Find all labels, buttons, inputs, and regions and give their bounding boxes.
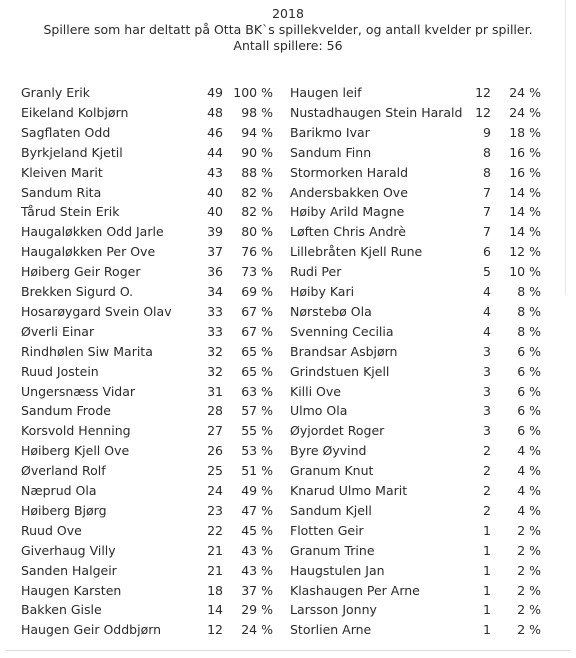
- attendance-percent: 82 %: [241, 204, 273, 220]
- player-name: Sagflaten Odd: [21, 124, 111, 140]
- evening-count: 22: [207, 522, 223, 538]
- evening-count: 40: [207, 184, 223, 200]
- player-name: Nustadhaugen Stein Harald: [290, 104, 463, 120]
- player-name: Larsson Jonny: [290, 602, 377, 618]
- player-name: Haugen leif: [290, 85, 362, 100]
- player-name: Høiby Kari: [290, 284, 355, 299]
- player-name: Killi Ove: [290, 383, 341, 399]
- attendance-percent: 65 %: [241, 343, 273, 359]
- table-row: [0, 362, 576, 382]
- player-name: Granum Trine: [290, 542, 375, 558]
- evening-count: 24: [207, 483, 223, 498]
- attendance-percent: 43 %: [241, 542, 273, 558]
- attendance-percent: 51 %: [241, 463, 273, 479]
- attendance-percent: 2 %: [517, 542, 541, 558]
- table-row: [0, 143, 576, 163]
- player-name: Brekken Sigurd O.: [21, 284, 134, 299]
- table-row: [0, 83, 576, 103]
- player-name: Haugen Geir Oddbjørn: [21, 622, 162, 638]
- attendance-percent: 8 %: [517, 323, 541, 339]
- attendance-percent: 14 %: [509, 224, 541, 240]
- player-name: Bakken Gisle: [21, 602, 102, 618]
- table-row: [0, 461, 576, 481]
- player-name: Næprud Ola: [21, 483, 97, 498]
- attendance-percent: 4 %: [517, 502, 541, 518]
- evening-count: 26: [207, 443, 223, 459]
- evening-count: 49: [207, 85, 223, 100]
- evening-count: 40: [207, 204, 223, 220]
- attendance-percent: 43 %: [241, 562, 273, 578]
- table-row: [0, 441, 576, 461]
- attendance-percent: 45 %: [241, 522, 273, 538]
- description-text: Spillere som har deltatt på Otta BK`s spillekvelder, og antall kvelder pr spiller.: [43, 22, 533, 37]
- player-name: Stormorken Harald: [290, 164, 409, 180]
- evening-count: 3: [483, 343, 491, 359]
- table-row: [0, 163, 576, 183]
- attendance-percent: 29 %: [241, 602, 273, 618]
- attendance-percent: 14 %: [509, 184, 541, 200]
- table-row: [0, 600, 576, 620]
- evening-count: 25: [207, 463, 223, 479]
- attendance-percent: 90 %: [241, 144, 273, 160]
- evening-count: 32: [207, 343, 223, 359]
- evening-count: 34: [207, 284, 223, 299]
- attendance-percent: 14 %: [509, 204, 541, 220]
- player-name: Haugaløkken Odd Jarle: [21, 224, 164, 240]
- evening-count: 9: [483, 124, 491, 140]
- attendance-percent: 2 %: [517, 522, 541, 538]
- attendance-percent: 6 %: [517, 363, 541, 379]
- evening-count: 2: [483, 483, 491, 498]
- evening-count: 18: [207, 582, 223, 598]
- table-row: [0, 183, 576, 203]
- evening-count: 4: [483, 323, 491, 339]
- attendance-percent: 55 %: [241, 423, 273, 439]
- evening-count: 8: [483, 144, 491, 160]
- table-row: [0, 202, 576, 222]
- attendance-percent: 65 %: [241, 363, 273, 379]
- player-name: Nørstebø Ola: [290, 303, 372, 319]
- player-name: Ruud Jostein: [21, 363, 99, 379]
- player-name: Sanden Halgeir: [21, 562, 117, 578]
- evening-count: 12: [475, 85, 491, 100]
- player-name: Ruud Ove: [21, 522, 82, 538]
- attendance-percent: 16 %: [509, 164, 541, 180]
- attendance-percent: 76 %: [241, 244, 273, 260]
- attendance-percent: 24 %: [509, 85, 541, 100]
- attendance-percent: 94 %: [241, 124, 273, 140]
- table-row: [0, 262, 576, 282]
- evening-count: 4: [483, 284, 491, 299]
- table-row: [0, 541, 576, 561]
- evening-count: 43: [207, 164, 223, 180]
- player-name: Korsvold Henning: [21, 423, 131, 439]
- table-row: [0, 242, 576, 262]
- evening-count: 21: [207, 562, 223, 578]
- attendance-percent: 98 %: [241, 104, 273, 120]
- player-name: Barikmo Ivar: [290, 124, 370, 140]
- evening-count: 2: [483, 463, 491, 479]
- evening-count: 28: [207, 403, 223, 419]
- attendance-percent: 6 %: [517, 403, 541, 419]
- evening-count: 5: [483, 264, 491, 280]
- evening-count: 21: [207, 542, 223, 558]
- player-name: Rudi Per: [290, 264, 342, 280]
- player-name: Høiberg Bjørg: [21, 502, 107, 518]
- evening-count: 48: [207, 104, 223, 120]
- player-name: Haugen Karsten: [21, 582, 122, 598]
- player-name: Kleiven Marit: [21, 164, 103, 180]
- evening-count: 1: [483, 582, 491, 598]
- evening-count: 1: [483, 602, 491, 618]
- player-name: Svenning Cecilia: [290, 323, 394, 339]
- table-row: [0, 421, 576, 441]
- player-name: Høiberg Geir Roger: [21, 264, 141, 280]
- attendance-percent: 4 %: [517, 463, 541, 479]
- evening-count: 14: [207, 602, 223, 618]
- attendance-percent: 47 %: [241, 502, 273, 518]
- attendance-percent: 2 %: [517, 562, 541, 578]
- player-name: Øverli Einar: [21, 323, 95, 339]
- player-name: Sandum Kjell: [290, 502, 372, 518]
- evening-count: 7: [483, 224, 491, 240]
- table-row: [0, 342, 576, 362]
- player-name: Storlien Arne: [290, 622, 372, 638]
- evening-count: 46: [207, 124, 223, 140]
- player-name: Byre Øyvind: [290, 443, 367, 459]
- player-name: Øyjordet Roger: [290, 423, 385, 439]
- attendance-percent: 37 %: [241, 582, 273, 598]
- evening-count: 1: [483, 622, 491, 638]
- evening-count: 3: [483, 363, 491, 379]
- table-row: [0, 481, 576, 501]
- year-title: 2018: [272, 6, 304, 21]
- table-row: [0, 620, 576, 640]
- evening-count: 4: [483, 303, 491, 319]
- player-name: Høiberg Kjell Ove: [21, 443, 130, 459]
- evening-count: 31: [207, 383, 223, 399]
- page-header: [0, 6, 576, 54]
- player-name: Løften Chris Andrè: [290, 224, 406, 240]
- evening-count: 1: [483, 542, 491, 558]
- player-name: Klashaugen Per Arne: [290, 582, 420, 598]
- player-name: Byrkjeland Kjetil: [21, 144, 123, 160]
- player-name: Granly Erik: [21, 85, 91, 100]
- attendance-percent: 63 %: [241, 383, 273, 399]
- evening-count: 37: [207, 244, 223, 260]
- player-name: Haugstulen Jan: [290, 562, 385, 578]
- evening-count: 2: [483, 443, 491, 459]
- evening-count: 8: [483, 164, 491, 180]
- attendance-percent: 6 %: [517, 383, 541, 399]
- player-count: Antall spillere: 56: [233, 38, 343, 53]
- table-row: [0, 123, 576, 143]
- table-row: [0, 282, 576, 302]
- evening-count: 32: [207, 363, 223, 379]
- player-name: Flotten Geir: [290, 522, 364, 538]
- player-name: Sandum Frode: [21, 403, 111, 419]
- player-name: Hosarøygard Svein Olav: [21, 303, 172, 319]
- attendance-percent: 6 %: [517, 423, 541, 439]
- table-row: [0, 401, 576, 421]
- attendance-percent: 2 %: [517, 582, 541, 598]
- evening-count: 3: [483, 403, 491, 419]
- table-row: [0, 501, 576, 521]
- attendance-percent: 2 %: [517, 602, 541, 618]
- player-name: Haugaløkken Per Ove: [21, 244, 156, 260]
- attendance-percent: 8 %: [517, 303, 541, 319]
- player-name: Øverland Rolf: [21, 463, 106, 479]
- evening-count: 6: [483, 244, 491, 260]
- bottom-divider: [6, 650, 570, 651]
- evening-count: 7: [483, 184, 491, 200]
- attendance-percent: 100 %: [233, 85, 273, 100]
- player-name: Lillebråten Kjell Rune: [290, 244, 423, 260]
- table-row: [0, 103, 576, 123]
- evening-count: 1: [483, 522, 491, 538]
- evening-count: 3: [483, 423, 491, 439]
- table-row: [0, 322, 576, 342]
- player-name: Ulmo Ola: [290, 403, 348, 419]
- attendance-percent: 2 %: [517, 622, 541, 638]
- attendance-percent: 67 %: [241, 303, 273, 319]
- attendance-percent: 16 %: [509, 144, 541, 160]
- attendance-percent: 4 %: [517, 443, 541, 459]
- attendance-percent: 4 %: [517, 483, 541, 498]
- player-name: Høiby Arild Magne: [290, 204, 405, 220]
- attendance-percent: 8 %: [517, 284, 541, 299]
- player-name: Rindhølen Siw Marita: [21, 343, 153, 359]
- attendance-percent: 80 %: [241, 224, 273, 240]
- player-name: Andersbakken Ove: [290, 184, 408, 200]
- evening-count: 12: [207, 622, 223, 638]
- table-row: [0, 561, 576, 581]
- evening-count: 44: [207, 144, 223, 160]
- player-name: Brandsar Asbjørn: [290, 343, 398, 359]
- evening-count: 3: [483, 383, 491, 399]
- attendance-percent: 49 %: [241, 483, 273, 498]
- attendance-percent: 18 %: [509, 124, 541, 140]
- player-name: Ungersnæss Vidar: [21, 383, 136, 399]
- player-name: Giverhaug Villy: [21, 542, 116, 558]
- evening-count: 7: [483, 204, 491, 220]
- attendance-percent: 24 %: [241, 622, 273, 638]
- attendance-percent: 12 %: [509, 244, 541, 260]
- player-name: Knarud Ulmo Marit: [290, 483, 408, 498]
- table-row: [0, 222, 576, 242]
- attendance-percent: 88 %: [241, 164, 273, 180]
- attendance-percent: 6 %: [517, 343, 541, 359]
- attendance-percent: 82 %: [241, 184, 273, 200]
- player-name: Eikeland Kolbjørn: [21, 104, 129, 120]
- evening-count: 36: [207, 264, 223, 280]
- evening-count: 1: [483, 562, 491, 578]
- attendance-percent: 24 %: [509, 104, 541, 120]
- evening-count: 23: [207, 502, 223, 518]
- attendance-percent: 10 %: [509, 264, 541, 280]
- attendance-percent: 67 %: [241, 323, 273, 339]
- evening-count: 2: [483, 502, 491, 518]
- attendance-percent: 53 %: [241, 443, 273, 459]
- evening-count: 33: [207, 323, 223, 339]
- table-row: [0, 382, 576, 402]
- player-name: Tårud Stein Erik: [21, 204, 120, 220]
- player-name: Granum Knut: [290, 463, 374, 479]
- attendance-percent: 69 %: [241, 284, 273, 299]
- evening-count: 27: [207, 423, 223, 439]
- evening-count: 33: [207, 303, 223, 319]
- table-row: [0, 521, 576, 541]
- evening-count: 12: [475, 104, 491, 120]
- player-name: Sandum Rita: [21, 184, 102, 200]
- player-name: Sandum Finn: [290, 144, 372, 160]
- attendance-percent: 73 %: [241, 264, 273, 280]
- evening-count: 39: [207, 224, 223, 240]
- table-row: [0, 581, 576, 601]
- player-name: Grindstuen Kjell: [290, 363, 390, 379]
- attendance-percent: 57 %: [241, 403, 273, 419]
- table-row: [0, 302, 576, 322]
